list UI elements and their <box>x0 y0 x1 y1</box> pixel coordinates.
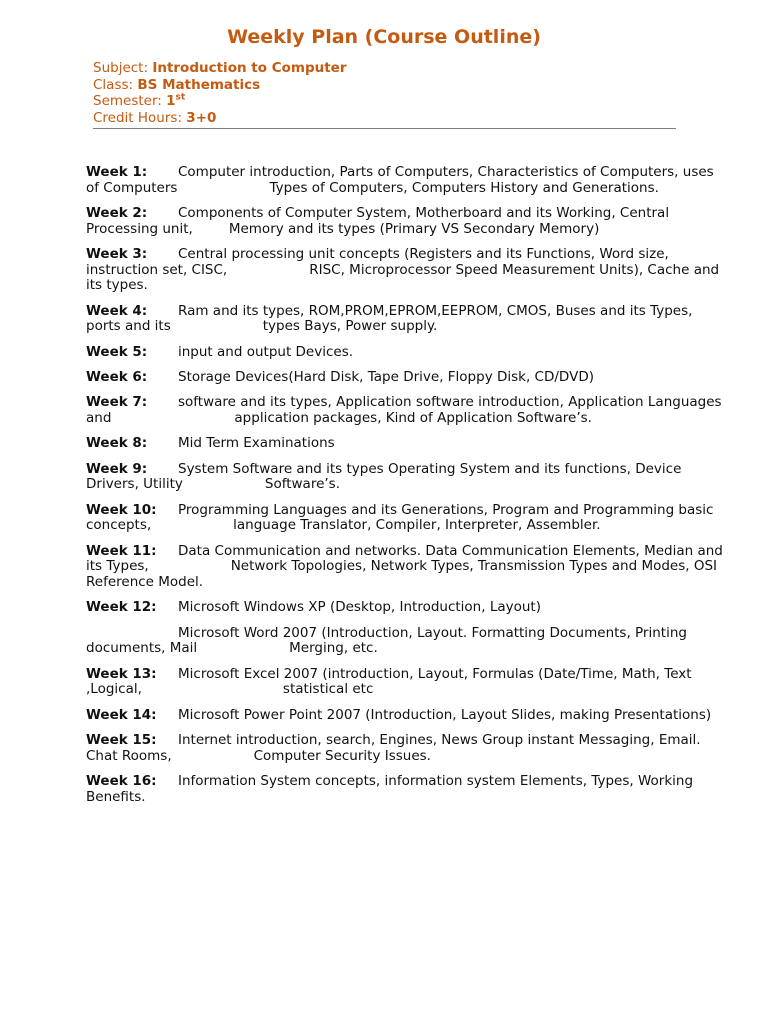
week-text: Components of Computer System, Motherboard and its Working, Central Processing unit, <box>86 204 670 237</box>
week-entry <box>86 733 726 764</box>
week-label: Week 4: <box>86 302 148 319</box>
week-text: Ram and its types, ROM,PROM,EPROM,EEPROM, CMOS, Buses and its Types, ports and its <box>86 302 693 335</box>
week-entry <box>86 345 726 361</box>
semester-label: Semester: <box>93 93 162 109</box>
week-entry <box>86 370 726 386</box>
week-label: Week 13: <box>86 665 157 682</box>
course-info <box>93 60 676 129</box>
semester-value: 1 <box>166 93 176 109</box>
week-entry <box>86 626 726 657</box>
week-text: input and output Devices. <box>178 343 354 360</box>
week-label: Week 7: <box>86 394 148 411</box>
week-text: Information System concepts, information system Elements, Types, Working Benefits. <box>86 772 694 805</box>
week-label: Week 10: <box>86 501 157 518</box>
week-label: Week 16: <box>86 772 157 789</box>
week-text: Data Communication and networks. Data Communication Elements, Median and its Types, <box>86 542 723 575</box>
week-label: Week 2: <box>86 204 148 221</box>
subject-row <box>93 60 676 77</box>
week-text: software and its types, Application software introduction, Application Languages and <box>86 394 722 426</box>
week-label: Week 14: <box>86 706 157 723</box>
week-text-cont: Network Topologies, Network Types, Transmission Types and Modes, OSI Reference Model. <box>86 558 718 590</box>
week-text-cont: statistical etc <box>282 681 374 698</box>
week-entry <box>86 708 726 724</box>
week-text: Programming Languages and its Generations, Program and Programming basic concepts, <box>86 501 714 534</box>
semester-row <box>93 93 676 110</box>
subject-value: Introduction to Computer <box>152 60 347 76</box>
weekly-plan-list <box>86 165 726 815</box>
week-entry <box>86 436 726 452</box>
subject-label: Subject: <box>93 60 149 76</box>
week-label: Week 12: <box>86 599 157 616</box>
week-entry <box>86 304 726 335</box>
class-value: BS Mathematics <box>137 76 261 93</box>
week-text: Mid Term Examinations <box>178 435 335 452</box>
document-title: Weekly Plan (Course Outline) <box>227 26 541 48</box>
week-text-cont: application packages, Kind of Application Software’s. <box>234 409 592 426</box>
week-text-cont: Merging, etc. <box>289 640 378 657</box>
class-label: Class: <box>93 76 134 93</box>
week-label: Week 8: <box>86 435 148 452</box>
week-text: System Software and its types Operating System and its functions, Device Drivers, Utility <box>86 460 682 493</box>
week-entry <box>86 774 726 805</box>
week-entry <box>86 395 726 426</box>
week-text-cont: Types of Computers, Computers History and Generations. <box>269 179 659 196</box>
week-text: Microsoft Excel 2007 (introduction, Layout, Formulas (Date/Time, Math, Text ,Logical, <box>86 665 692 698</box>
week-text: Microsoft Windows XP (Desktop, Introduction, Layout) <box>178 599 541 616</box>
week-text: Microsoft Power Point 2007 (Introduction, Layout Slides, making Presentations) <box>178 706 712 723</box>
week-text-cont: types Bays, Power supply. <box>262 318 438 335</box>
week-label: Week 9: <box>86 460 148 477</box>
week-text-cont: RISC, Microprocessor Speed Measurement Units), Cache and its types. <box>86 261 720 294</box>
credit-hours-row <box>93 110 676 127</box>
week-text: Computer introduction, Parts of Computers, Characteristics of Computers, uses of Computers <box>86 164 714 196</box>
week-label: Week 11: <box>86 542 157 559</box>
credit-hours-value: 3+0 <box>186 109 217 126</box>
week-label: Week 1: <box>86 164 148 180</box>
week-label: Week 5: <box>86 343 148 360</box>
week-entry <box>86 247 726 294</box>
week-label: Week 3: <box>86 245 148 262</box>
week-entry <box>86 165 726 196</box>
week-entry <box>86 206 726 237</box>
week-text-cont: Memory and its types (Primary VS Secondary Memory) <box>228 220 600 237</box>
week-entry <box>86 462 726 493</box>
week-text: Storage Devices(Hard Disk, Tape Drive, Floppy Disk, CD/DVD) <box>178 368 594 385</box>
week-entry <box>86 544 726 591</box>
week-text: Microsoft Word 2007 (Introduction, Layout. Formatting Documents, Printing documents, Mail <box>86 624 687 657</box>
week-text-cont: Computer Security Issues. <box>253 747 431 764</box>
week-label: Week 15: <box>86 731 157 748</box>
semester-suffix: st <box>175 92 186 103</box>
week-text: Internet introduction, search, Engines, News Group instant Messaging, Email. Chat Rooms, <box>86 731 701 764</box>
week-entry <box>86 600 726 616</box>
week-text: Central processing unit concepts (Registers and its Functions, Word size, instruction set, CISC, <box>86 245 669 278</box>
week-text-cont: language Translator, Compiler, Interpreter, Assembler. <box>233 517 601 534</box>
week-entry <box>86 667 726 698</box>
class-row <box>93 77 676 94</box>
credit-hours-label: Credit Hours: <box>93 109 182 126</box>
week-entry <box>86 503 726 534</box>
week-label: Week 6: <box>86 368 148 385</box>
week-text-cont: Software’s. <box>264 476 341 493</box>
